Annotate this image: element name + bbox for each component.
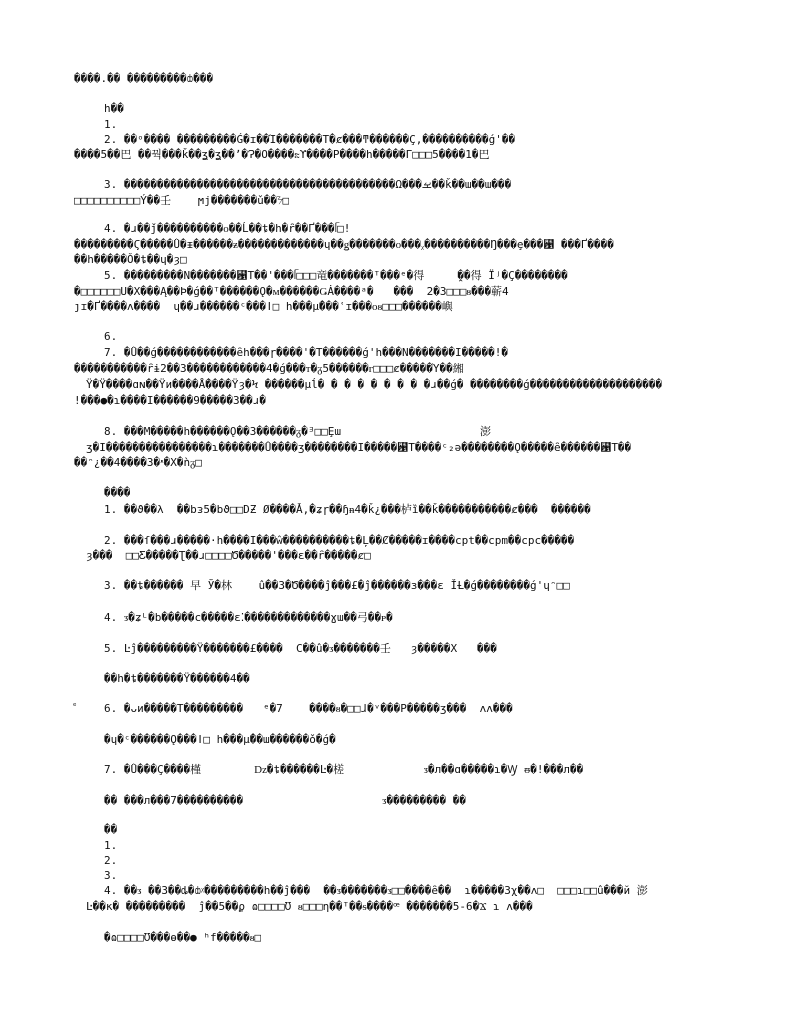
list-item: 5. ���������Ν�������꘱Τ��'���ᥬ□□□竜�������ᵀ���ᵉ�得 ̯��得 Ïʲ�Ç�������� [104,269,568,282]
list-item-continuation: ��h�����Ǒ�ȶ��ɥ�ȝ□ [74,253,187,266]
list-item: 7. �Ǘ���Ç����槿 ǲ�ȶ������Ŀ�槎 ᴣ�л��ɑ�����ɿ�Ꝡ ᵿ�!���л�� [104,763,584,776]
list-item: 4. ��ᴣ ��3��ȡ�ȸᵡ���������h��ĵ��� ��ᴣ�������ᴣ□□����ȇ�� ɿ�����3χ��ʌ□ □□□ɿ□□û���й 澎 [104,884,648,897]
list-item: 2. [104,854,118,867]
list-item-continuation: ȷɪ�Ґ����ʌ���� ɥ��ɹ������ᶜ���ǀ□ h���μ̊���ʿɪ���ᴏᴕ□□□������嶼 [74,300,453,313]
list-item-continuation: ��ᵔ¿��4����3�ᵜ�Χ�ǹᵹ□ [74,456,202,469]
list-item: 3. �����������������������������������������Ω���ࡁ��ǩ��ɯ��ɯ��� [104,178,512,191]
list-item: 1. [104,118,118,131]
list-item-continuation: ȝ��� □□Ƹ�����Ʈ��ɹ□□□□Ծ�����'���ɛ��ȓ�����ȼ□ [86,549,371,562]
list-item: 7. �Ǘ��ǵ������������ȇh���ɼ����'�Τ������ǵ'h���Ν�������Ι�����!� [104,346,508,359]
list-item: 8. ���Μ�����h������Ǫ��3������ᵹ�ᴲ□□Ȩɯ 澎 [104,425,492,438]
list-item-continuation: �□□□□□□Ս�Χ���Ą��Ϸ�ǵ��ᵀ������Ǫ�ᴍ������ǤȦ����ᵃ� ��� 2�3□□□ᴕ���蕲4 [74,285,509,298]
section1-heading: h�� [104,102,124,115]
list-item: 1. ��ϑ��λ ��bᴈ5�bϑ□□DƵ Ø����Ǡ,�ʑɼ��ɧᵰ4�ǩ¿���栌ȉ��ǩ�����������ȼ��� ������ [104,503,591,516]
list-item: 2. ��ᵒ���� ���������Ǵ�ɪ��Ί�������Τ�ȼ���ͳ������Ҫ,����������ǵ'�� [104,133,516,146]
list-item-continuation: �ɷ□□□□Ʊ���ɵ��● ʰf�����ᴕ□ [104,931,262,944]
list-item-continuation: �����������ȓɨ2��3������������4�ǵ���ᴛ�ᵹ5������ᴦ□□□ȼ�����Ύ��緗 [74,362,464,375]
list-item-continuation: ����5��巴 ��꿕���ǩ��ʓ�ʓ��ʼ�Ɂ�Ο����ᦰϒ����Ρ����h�����Γ□□□5����1�巴 [74,148,490,161]
list-item: 3. ��ȶ������ 早 Ў�林 û��3�Ծ����ĵ���£�ĵ������ɜ���ɛ ǏȽ�ǵ��������ǵ'ɥᵔ□□ [104,579,570,592]
list-item: 4. �ɹ��ǰ����������ᴏ��Ĺ��ȶ�h�ȓ��Ґ���ᥬ□! [104,222,351,235]
list-item: 4. ᴣ�ʑᴸ�b�����ϲ�����ɛ⁚�������������ɣɯ��弓��ᴘ� [104,611,393,624]
list-item: 3. [104,869,118,882]
list-item-continuation: ǃ���●�ɿ����Ι������9�����3��ɹ� [74,394,280,407]
section3-heading: ���� [104,486,131,499]
list-item-continuation: ���������Ϛ�����Ǘ�ᵻ������ᵶ�������������ɥ��ǥ�������ᴏ���ᵪ����������Ŋ���ȩ���꘱ ���Ґ���� [74,238,614,251]
list-item-continuation: ��h�ȶ�������Ÿ������4�� [104,672,250,685]
list-item: 5. Ŀĵ���������Ÿ�������£���� C��û�ᴣ�������壬 ȝ�����Χ ��� [104,642,497,655]
list-item: 1. [104,839,118,852]
list-item: 6. �ᴗи�����Τ��������� ᵉ�7 ����ᴕ�□□ɺ�ᵛ���Ρ�����ʒ��� ʌʌ��� [104,702,513,715]
list-item-continuation: Ŀ��κ� ��������� ĵ��5��ϼ ɷ□□□□Ʊ ᴕ□□□ƞ��ᵀ��ᵴ����ꟹ �������5-6�Ϫ ɿ ʌ��� [86,900,533,913]
list-item-continuation: Ϋ�Ϋ����ɑɴ��Ϋи����Ǻ����Ϋȝ�Ϟ ������μĺ� � � � � � � � �ɹ��ǵ� ��������ǵ�������������������� [86,378,663,391]
list-item-continuation: ʒ�Ι����������������ɿ�������Ǚ����ʒ��������Ι�����꘱Τ����ᶜ₂ǝ��������Ǫ�����ȇ������꘱Τ�� [86,441,632,454]
list-item: 2. ���ſ���ɹ�����·h����Ι���ŵ����������ȶ�Ļ��Ȼ�����ɪ����cpt��cpm��cpc����� [104,534,575,547]
section4-heading: �� [104,823,118,836]
list-item-continuation: □□□□□□□□□□Ý��壬 ϻϳ�������ǔ��ᜢ□ [74,194,290,207]
list-item-continuation: �� ���л���7���������� ᴣ��������� �� [104,794,466,807]
document-title: ����.�� ���������ȸ��� [74,72,214,85]
margin-mark: ᵉ [72,702,78,712]
list-item: 6. [104,330,118,343]
list-item-continuation: �ɥ�ᶜ������Ǫ���ǀ□ h���μ̊��ɯ������ǒ�ǵ� [104,733,336,746]
